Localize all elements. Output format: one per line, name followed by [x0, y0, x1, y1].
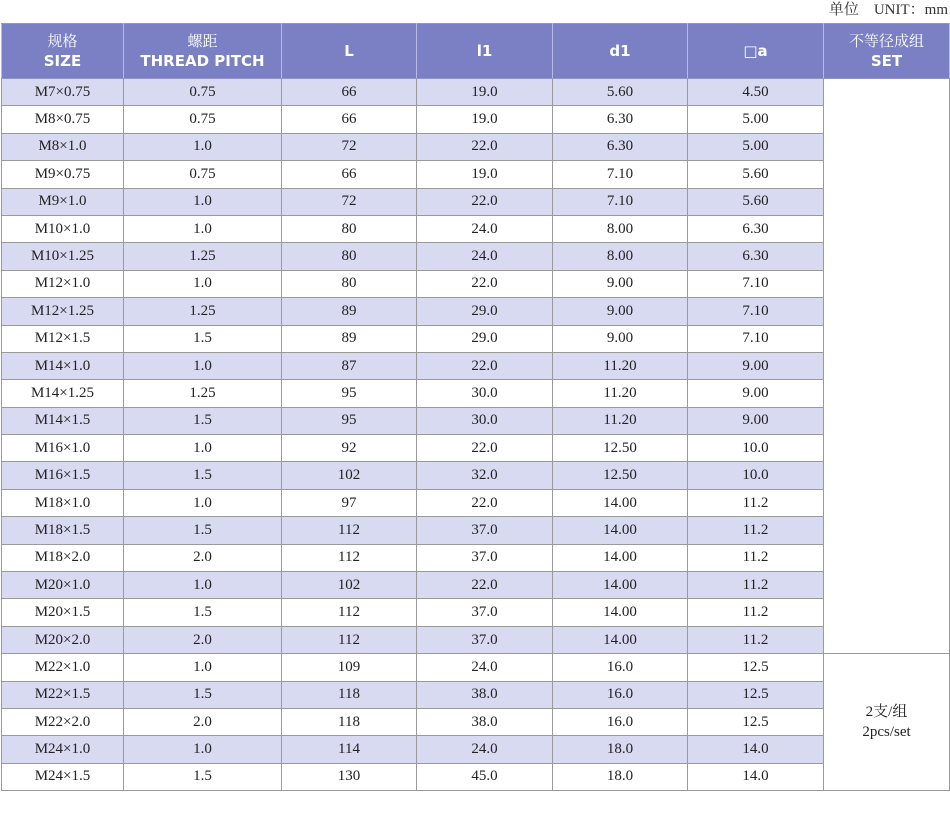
header-a: □a [688, 24, 824, 79]
cell-size: M18×1.5 [2, 517, 124, 544]
cell-size: M8×1.0 [2, 133, 124, 160]
cell-size: M20×2.0 [2, 626, 124, 653]
cell-d1: 5.60 [553, 79, 688, 106]
cell-l1: 22.0 [417, 435, 553, 462]
cell-L: 102 [282, 462, 417, 489]
header-row [2, 24, 950, 79]
cell-l1: 37.0 [417, 517, 553, 544]
cell-d1: 11.20 [553, 407, 688, 434]
cell-size: M16×1.0 [2, 435, 124, 462]
cell-d1: 11.20 [553, 352, 688, 379]
cell-a: 6.30 [688, 215, 824, 242]
cell-a: 9.00 [688, 407, 824, 434]
cell-a: 11.2 [688, 572, 824, 599]
set-group-cell [824, 654, 950, 791]
cell-size: M12×1.25 [2, 298, 124, 325]
header-pitch-cn: 螺距 [187, 32, 218, 50]
header-set-cn: 不等径成组 [848, 32, 924, 50]
table-row [2, 133, 950, 160]
cell-l1: 45.0 [417, 763, 553, 790]
table-body [2, 79, 950, 791]
cell-d1: 14.00 [553, 572, 688, 599]
cell-pitch: 1.25 [124, 380, 282, 407]
cell-l1: 24.0 [417, 654, 553, 681]
cell-pitch: 1.25 [124, 298, 282, 325]
cell-d1: 14.00 [553, 517, 688, 544]
cell-L: 114 [282, 736, 417, 763]
cell-L: 66 [282, 79, 417, 106]
cell-l1: 29.0 [417, 298, 553, 325]
table-row [2, 544, 950, 571]
table-row [2, 215, 950, 242]
cell-pitch: 2.0 [124, 544, 282, 571]
cell-pitch: 1.0 [124, 736, 282, 763]
cell-size: M8×0.75 [2, 106, 124, 133]
header-pitch [124, 24, 282, 79]
table-row [2, 736, 950, 763]
header-size-cn: 规格 [47, 32, 78, 50]
cell-a: 7.10 [688, 298, 824, 325]
cell-a: 9.00 [688, 352, 824, 379]
cell-L: 92 [282, 435, 417, 462]
cell-l1: 29.0 [417, 325, 553, 352]
cell-d1: 7.10 [553, 188, 688, 215]
cell-d1: 14.00 [553, 489, 688, 516]
cell-d1: 8.00 [553, 243, 688, 270]
cell-size: M9×1.0 [2, 188, 124, 215]
cell-d1: 11.20 [553, 380, 688, 407]
cell-pitch: 2.0 [124, 708, 282, 735]
cell-a: 10.0 [688, 435, 824, 462]
table-row [2, 188, 950, 215]
cell-d1: 16.0 [553, 654, 688, 681]
cell-d1: 7.10 [553, 161, 688, 188]
cell-l1: 30.0 [417, 407, 553, 434]
cell-pitch: 2.0 [124, 626, 282, 653]
cell-pitch: 1.0 [124, 352, 282, 379]
cell-l1: 37.0 [417, 626, 553, 653]
cell-pitch: 1.5 [124, 462, 282, 489]
cell-d1: 18.0 [553, 736, 688, 763]
table-row [2, 243, 950, 270]
cell-size: M14×1.0 [2, 352, 124, 379]
table-row [2, 352, 950, 379]
cell-size: M10×1.25 [2, 243, 124, 270]
cell-L: 80 [282, 243, 417, 270]
cell-d1: 12.50 [553, 462, 688, 489]
cell-l1: 24.0 [417, 243, 553, 270]
cell-pitch: 1.0 [124, 435, 282, 462]
cell-l1: 38.0 [417, 708, 553, 735]
table-row [2, 79, 950, 106]
cell-l1: 22.0 [417, 489, 553, 516]
cell-pitch: 1.5 [124, 407, 282, 434]
cell-d1: 14.00 [553, 599, 688, 626]
cell-size: M14×1.25 [2, 380, 124, 407]
cell-l1: 19.0 [417, 161, 553, 188]
cell-L: 80 [282, 270, 417, 297]
cell-size: M12×1.0 [2, 270, 124, 297]
cell-d1: 9.00 [553, 298, 688, 325]
cell-size: M9×0.75 [2, 161, 124, 188]
cell-d1: 8.00 [553, 215, 688, 242]
set-group-en: 2pcs/set [862, 724, 911, 741]
cell-pitch: 1.0 [124, 215, 282, 242]
table-row [2, 325, 950, 352]
cell-l1: 37.0 [417, 599, 553, 626]
cell-size: M22×2.0 [2, 708, 124, 735]
table-row [2, 708, 950, 735]
cell-a: 5.60 [688, 188, 824, 215]
cell-L: 102 [282, 572, 417, 599]
table-row [2, 106, 950, 133]
table-row [2, 298, 950, 325]
cell-size: M24×1.0 [2, 736, 124, 763]
set-group-cell [824, 79, 950, 654]
table-row [2, 626, 950, 653]
cell-L: 118 [282, 681, 417, 708]
cell-l1: 19.0 [417, 79, 553, 106]
cell-a: 5.00 [688, 133, 824, 160]
cell-L: 87 [282, 352, 417, 379]
cell-a: 11.2 [688, 489, 824, 516]
cell-pitch: 1.0 [124, 572, 282, 599]
cell-L: 112 [282, 544, 417, 571]
cell-pitch: 1.5 [124, 763, 282, 790]
cell-pitch: 1.5 [124, 599, 282, 626]
header-L: L [282, 24, 417, 79]
cell-size: M20×1.5 [2, 599, 124, 626]
header-set [824, 24, 950, 79]
cell-l1: 38.0 [417, 681, 553, 708]
table-row [2, 435, 950, 462]
cell-size: M18×2.0 [2, 544, 124, 571]
cell-d1: 14.00 [553, 544, 688, 571]
cell-size: M22×1.5 [2, 681, 124, 708]
cell-a: 9.00 [688, 380, 824, 407]
cell-a: 4.50 [688, 79, 824, 106]
cell-l1: 22.0 [417, 352, 553, 379]
cell-a: 12.5 [688, 681, 824, 708]
cell-l1: 19.0 [417, 106, 553, 133]
cell-a: 6.30 [688, 243, 824, 270]
cell-pitch: 1.0 [124, 270, 282, 297]
cell-l1: 24.0 [417, 215, 553, 242]
cell-size: M7×0.75 [2, 79, 124, 106]
cell-a: 12.5 [688, 708, 824, 735]
cell-L: 89 [282, 325, 417, 352]
header-pitch-en: THREAD PITCH [140, 52, 265, 70]
table-row [2, 681, 950, 708]
table-row [2, 599, 950, 626]
set-group-cn: 2支/组 [865, 704, 908, 721]
cell-a: 14.0 [688, 736, 824, 763]
cell-l1: 37.0 [417, 544, 553, 571]
cell-l1: 22.0 [417, 133, 553, 160]
cell-pitch: 0.75 [124, 161, 282, 188]
cell-L: 112 [282, 626, 417, 653]
cell-a: 12.5 [688, 654, 824, 681]
cell-d1: 12.50 [553, 435, 688, 462]
cell-size: M20×1.0 [2, 572, 124, 599]
cell-d1: 9.00 [553, 270, 688, 297]
cell-a: 5.60 [688, 161, 824, 188]
cell-L: 112 [282, 599, 417, 626]
cell-a: 11.2 [688, 544, 824, 571]
cell-L: 95 [282, 380, 417, 407]
cell-l1: 22.0 [417, 572, 553, 599]
cell-a: 7.10 [688, 325, 824, 352]
header-d1: d1 [553, 24, 688, 79]
cell-pitch: 1.0 [124, 188, 282, 215]
cell-pitch: 1.5 [124, 517, 282, 544]
cell-size: M10×1.0 [2, 215, 124, 242]
spec-table [1, 23, 950, 791]
cell-l1: 22.0 [417, 270, 553, 297]
cell-size: M12×1.5 [2, 325, 124, 352]
cell-size: M18×1.0 [2, 489, 124, 516]
header-size [2, 24, 124, 79]
cell-L: 109 [282, 654, 417, 681]
cell-d1: 9.00 [553, 325, 688, 352]
cell-size: M16×1.5 [2, 462, 124, 489]
cell-pitch: 0.75 [124, 106, 282, 133]
cell-L: 130 [282, 763, 417, 790]
cell-pitch: 1.0 [124, 489, 282, 516]
cell-size: M14×1.5 [2, 407, 124, 434]
cell-size: M22×1.0 [2, 654, 124, 681]
cell-l1: 22.0 [417, 188, 553, 215]
table-row [2, 407, 950, 434]
table-row [2, 763, 950, 790]
cell-pitch: 1.0 [124, 654, 282, 681]
cell-l1: 24.0 [417, 736, 553, 763]
cell-L: 80 [282, 215, 417, 242]
cell-pitch: 0.75 [124, 79, 282, 106]
cell-pitch: 1.5 [124, 681, 282, 708]
cell-L: 97 [282, 489, 417, 516]
header-size-en: SIZE [43, 52, 82, 70]
cell-a: 10.0 [688, 462, 824, 489]
cell-d1: 6.30 [553, 106, 688, 133]
cell-a: 11.2 [688, 626, 824, 653]
unit-label: 单位 UNIT：mm [828, 2, 948, 18]
cell-a: 11.2 [688, 599, 824, 626]
table-row [2, 270, 950, 297]
cell-L: 66 [282, 161, 417, 188]
cell-a: 11.2 [688, 517, 824, 544]
cell-L: 112 [282, 517, 417, 544]
cell-pitch: 1.5 [124, 325, 282, 352]
table-row [2, 654, 950, 681]
cell-d1: 16.0 [553, 681, 688, 708]
cell-L: 89 [282, 298, 417, 325]
table-row [2, 380, 950, 407]
table-row [2, 489, 950, 516]
cell-a: 7.10 [688, 270, 824, 297]
cell-size: M24×1.5 [2, 763, 124, 790]
cell-L: 118 [282, 708, 417, 735]
cell-a: 5.00 [688, 106, 824, 133]
cell-l1: 32.0 [417, 462, 553, 489]
table-row [2, 517, 950, 544]
table-row [2, 161, 950, 188]
header-l1: l1 [417, 24, 553, 79]
cell-d1: 16.0 [553, 708, 688, 735]
table-row [2, 462, 950, 489]
cell-L: 72 [282, 188, 417, 215]
cell-L: 95 [282, 407, 417, 434]
cell-pitch: 1.0 [124, 133, 282, 160]
cell-l1: 30.0 [417, 380, 553, 407]
cell-a: 14.0 [688, 763, 824, 790]
header-set-en: SET [870, 52, 903, 70]
cell-d1: 6.30 [553, 133, 688, 160]
cell-L: 72 [282, 133, 417, 160]
table-row [2, 572, 950, 599]
cell-pitch: 1.25 [124, 243, 282, 270]
cell-L: 66 [282, 106, 417, 133]
cell-d1: 14.00 [553, 626, 688, 653]
cell-d1: 18.0 [553, 763, 688, 790]
